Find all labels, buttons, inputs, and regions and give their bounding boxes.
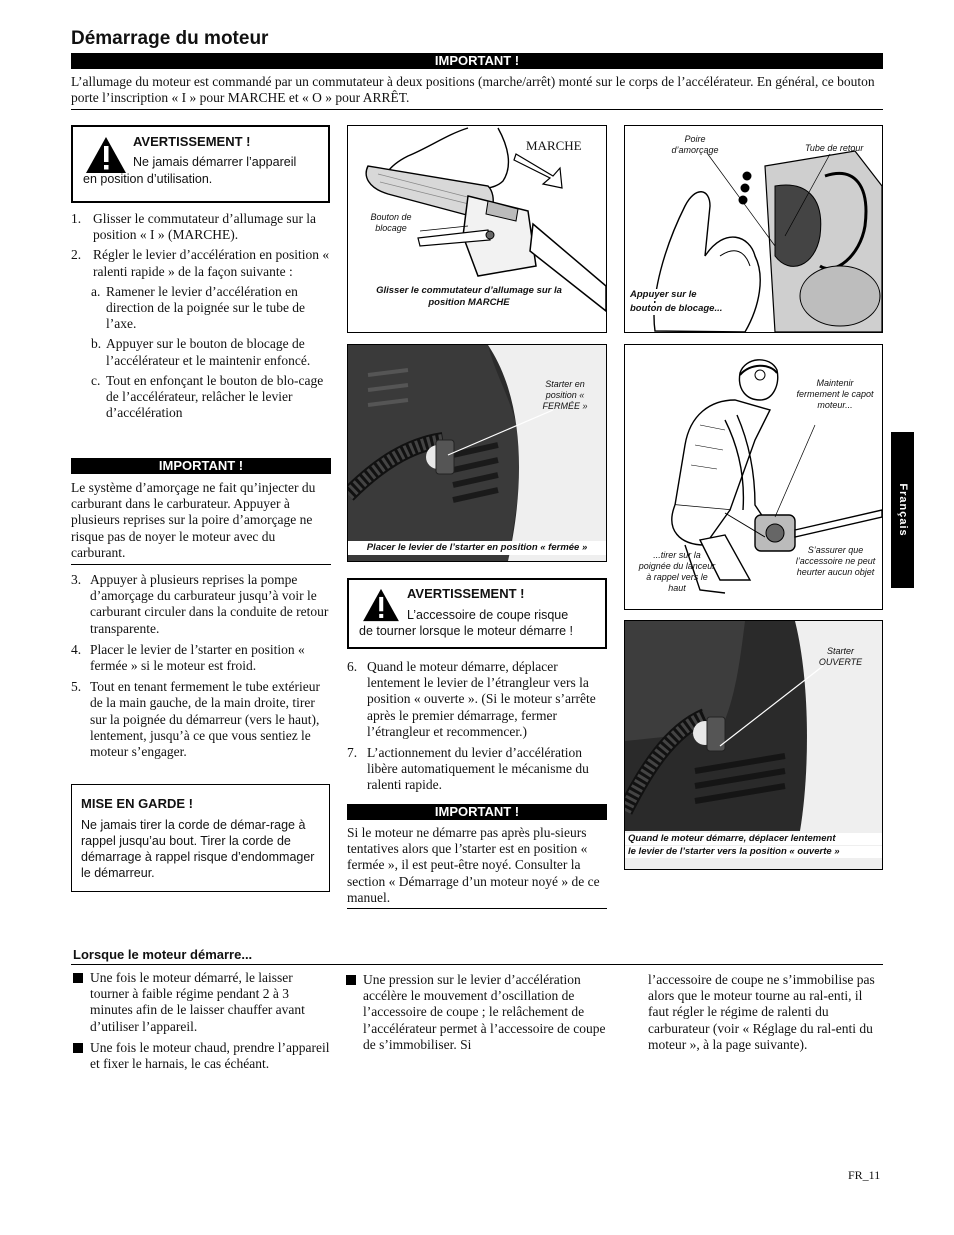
list-item — [71, 572, 330, 637]
step-3-text: Appuyer à plusieurs reprises la pompe d’amorçage du carburateur jusqu’à voir le carburant circuler dans la conduite de retour transparente. — [90, 572, 329, 636]
step-number: 7. — [347, 745, 358, 761]
list-item — [71, 642, 330, 674]
list-item — [73, 970, 330, 1035]
step-number: 5. — [71, 679, 82, 695]
running-col-2 — [346, 972, 608, 1053]
step-letter: c. — [91, 372, 101, 388]
warning-2-title: AVERTISSEMENT ! — [407, 586, 525, 601]
fig2-caption-2: bouton de blocage... — [630, 303, 723, 314]
important-2-text: Le système d’amorçage ne fait qu’injecter du carburant dans le carburateur. Appuyer à plusieurs reprises sur la poire d’amorçage ne risque pas de noyer le moteur avec du carburant. — [71, 480, 316, 560]
figure-throttle-switch — [347, 125, 607, 333]
running-bullet-1: Une fois le moteur démarré, le laisser tourner à faible régime pendant 2 à 3 minutes afin de le laisser chauffer avant d’utiliser l’appareil. — [90, 970, 305, 1034]
warning-2-line1: L’accessoire de coupe risque — [407, 608, 569, 622]
warning-1-title: AVERTISSEMENT ! — [133, 134, 251, 149]
step-2a-text: Ramener le levier d’accélération en direction de la poignée sur le tube de l’axe. — [106, 283, 306, 332]
figure-starter-closed — [347, 344, 607, 562]
steps-list-a — [71, 211, 330, 421]
page-number: FR_11 — [848, 1168, 881, 1182]
engine-photo-closed — [348, 345, 606, 561]
warning-triangle-icon — [362, 588, 400, 622]
warning-1-line1: Ne jamais démarrer l’appareil — [133, 155, 297, 169]
running-bullet-2: Une fois le moteur chaud, prendre l’appareil et fixer le harnais, le cas échéant. — [90, 1039, 330, 1072]
step-7-text: L’actionnement du levier d’accélération libère automatiquement le mécanisme du ralenti rapide. — [367, 745, 589, 793]
list-item — [71, 336, 330, 368]
step-number: 2. — [71, 247, 82, 263]
bullet-square-icon — [73, 1043, 83, 1053]
step-2c-text: Tout en enfonçant le bouton de blo-cage de l’accélérateur, relâcher le levier d’accélération — [106, 372, 324, 421]
warning-triangle-icon — [85, 136, 127, 174]
caution-text: Ne jamais tirer la corde de démar-rage à rappel jusqu’au bout. Tirer la corde de démarrage à rappel risque d’endommager le démarreur. — [81, 818, 315, 880]
fig4-assurer-label: S’assurer que l’accessoire ne peut heurter aucun objet — [795, 545, 876, 577]
figure-pull-starter — [624, 344, 883, 610]
warning-2-line2: de tourner lorsque le moteur démarre ! — [359, 624, 573, 638]
step-2b-text: Appuyer sur le bouton de blocage de l’accélérateur et le maintenir enfoncé. — [106, 336, 311, 368]
running-heading: Lorsque le moteur démarre... — [73, 947, 253, 962]
list-item — [347, 745, 606, 794]
fig5-caption-1: Quand le moteur démarre, déplacer lentement — [625, 833, 883, 845]
important-3-text: Si le moteur ne démarre pas après plu-sieurs tentatives alors que l’starter est en position « fermée », il est peut-être noyé. Consulter la section « Démarrage d’un moteur noyé » de ce manuel. — [347, 825, 600, 905]
steps-list-c — [347, 659, 606, 794]
step-number: 4. — [71, 641, 82, 657]
fig4-tirer-label: ...tirer sur la poignée du lanceur à rappel vers le haut — [638, 550, 716, 593]
language-tab-label: Français — [897, 483, 909, 537]
important-bar-top: IMPORTANT ! — [71, 53, 883, 69]
fig2-tube-label: Tube de retour — [805, 143, 864, 153]
fig3-starter-label: Starter en position « FERMÉE » — [542, 379, 588, 411]
fig5-caption-2: le levier de l’starter vers la position « ouverte » — [625, 846, 883, 858]
list-item — [71, 679, 330, 760]
running-divider — [71, 964, 883, 965]
important-2-divider — [71, 564, 331, 565]
fig2-poire-label: Poire d’amorçage — [671, 134, 719, 155]
step-6-text: Quand le moteur démarre, déplacer lentement le levier de l’étrangleur vers la position « ouverte ». (Si le moteur s’arrête après le premier démarrage, fermer l’étrangleur et recommencer.) — [367, 659, 596, 739]
fig1-bouton-label: Bouton de blocage — [370, 212, 412, 233]
bullet-square-icon — [346, 975, 356, 985]
list-item — [71, 284, 330, 333]
caution-box — [71, 784, 330, 892]
step-5-text: Tout en tenant fermement le tube extérieur de la main gauche, de la main droite, tirer sur la poignée du démarreur (vers le haut), lentement, jusqu’à ce que vous sentiez le moteur s’engager. — [90, 679, 320, 760]
intro-divider — [71, 109, 883, 110]
figure-starter-open — [624, 620, 883, 870]
language-tab — [891, 432, 914, 588]
primer-bulb-illustration — [625, 126, 882, 332]
list-item — [71, 373, 330, 422]
running-col-1 — [73, 970, 330, 1072]
steps-list-b — [71, 572, 330, 760]
fig5-starter-label: Starter OUVERTE — [818, 646, 863, 667]
fig1-marche-label: MARCHE — [526, 138, 582, 153]
list-item — [71, 247, 330, 279]
figure-primer-bulb — [624, 125, 883, 333]
list-item — [346, 972, 608, 1053]
fig4-maintenir-label: Maintenir fermement le capot moteur... — [796, 378, 874, 410]
step-1-text: Glisser le commutateur d’allumage sur la position « I » (MARCHE). — [93, 211, 317, 243]
step-number: 1. — [71, 211, 82, 226]
important-3-divider — [347, 908, 607, 909]
page-title: Démarrage du moteur — [71, 28, 269, 49]
bullet-square-icon — [73, 973, 83, 983]
running-bullet-3: Une pression sur le levier d’accélération accélère le mouvement d’oscillation de l’accessoire de coupe ; le relâchement de l’accélérateur permet à l’accessoire de coupe de s’immobiliser. Si — [363, 972, 606, 1052]
warning-box-2 — [347, 578, 607, 649]
important-bar-3: IMPORTANT ! — [347, 804, 607, 820]
list-item — [73, 1040, 330, 1072]
list-item — [71, 211, 330, 243]
step-letter: a. — [91, 283, 101, 299]
running-col-3: l’accessoire de coupe ne s’immobilise pas alors que le moteur tourne au ral-enti, il faut régler le régime de ralenti du carburateur (voir « Réglage du ral-enti du moteur », à la page suivante). — [648, 972, 875, 1052]
step-4-text: Placer le levier de l’starter en position « fermée » si le moteur est froid. — [90, 641, 305, 674]
step-letter: b. — [91, 336, 102, 352]
step-number: 6. — [347, 659, 358, 674]
important-bar-2: IMPORTANT ! — [71, 458, 331, 474]
caution-title: MISE EN GARDE ! — [81, 796, 193, 811]
step-2-text: Régler le levier d’accélération en position « ralenti rapide » de la façon suivante : — [93, 247, 330, 279]
intro-text: L’allumage du moteur est commandé par un commutateur à deux positions (marche/arrêt) monté sur le corps de l’accélérateur. En général, ce bouton porte l’inscription « I » pour MARCHE et « O » pour ARRÊT. — [71, 74, 875, 106]
step-number: 3. — [71, 572, 82, 587]
fig2-caption-1: Appuyer sur le — [630, 289, 697, 300]
list-item — [347, 659, 606, 740]
warning-1-line2: en position d’utilisation. — [83, 172, 213, 186]
warning-box-1 — [71, 125, 330, 203]
fig1-caption: Glisser le commutateur d’allumage sur la position MARCHE — [376, 285, 562, 308]
fig3-caption: Placer le levier de l’starter en position « fermée » — [348, 541, 606, 555]
